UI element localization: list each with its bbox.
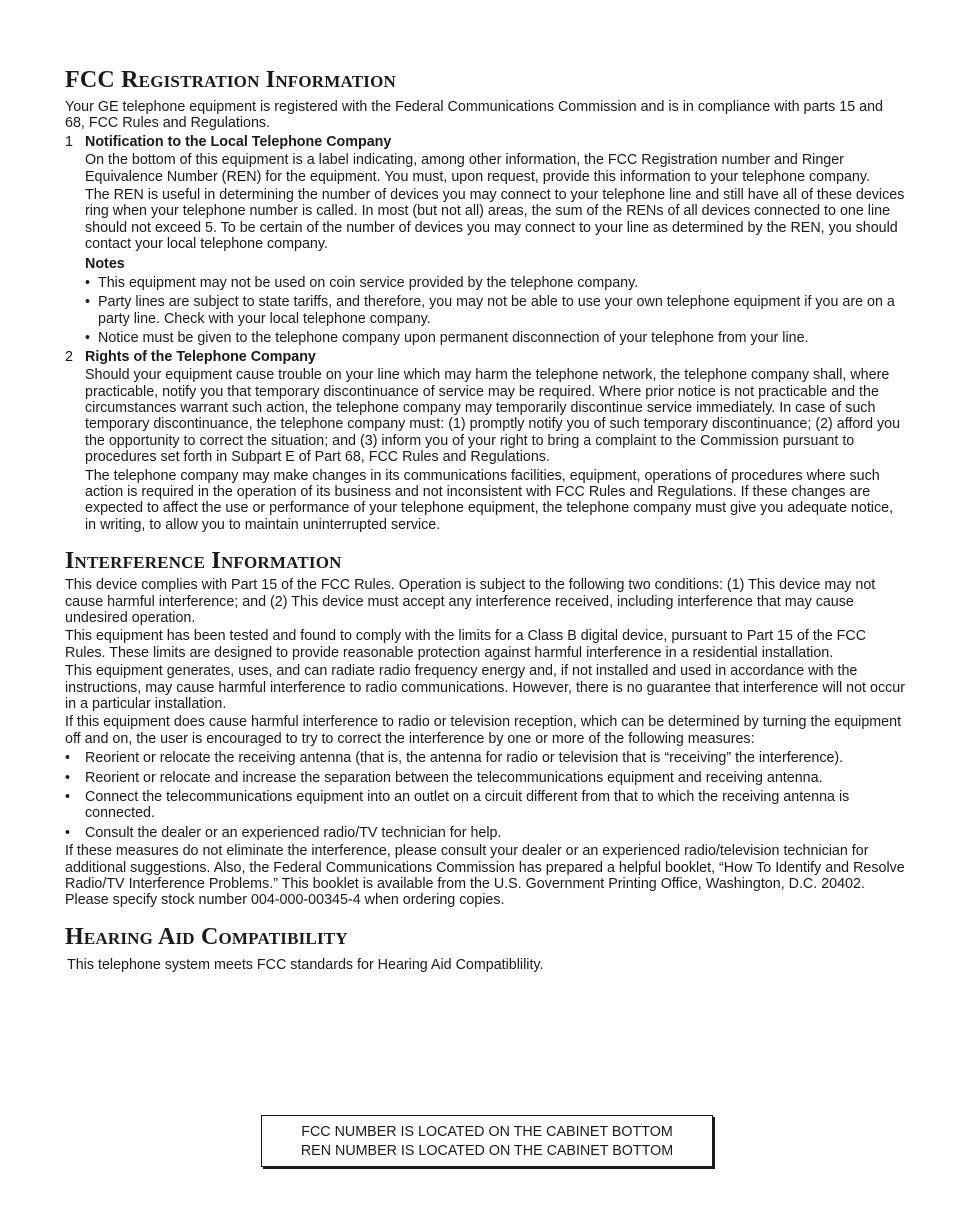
measure-text: Reorient or relocate the receiving antenna (that is, the antenna for radio or television that is “receiving” the interference). bbox=[85, 750, 844, 767]
numbered-item-rights bbox=[65, 349, 905, 533]
notes-heading: Notes bbox=[85, 255, 125, 272]
list-item bbox=[65, 770, 905, 786]
measures-list bbox=[65, 750, 905, 841]
measure-text: Reorient or relocate and increase the separation between the telecommunications equipment and receiving antenna. bbox=[85, 769, 823, 786]
fcc-ren-label-box bbox=[261, 1115, 713, 1167]
paragraph-part15: This device complies with Part 15 of the FCC Rules. Operation is subject to the following two conditions: (1) This device may not cause harmful interference; and (2) This device must accept any interference received, including interference that may cause undesired operation. bbox=[65, 577, 876, 626]
numbered-item-notification bbox=[65, 134, 905, 347]
bullet-icon: • bbox=[65, 750, 71, 767]
bullet-icon: • bbox=[65, 824, 71, 841]
item-heading-notification: Notification to the Local Telephone Company bbox=[85, 133, 392, 150]
interference-section bbox=[65, 547, 905, 909]
bullet-icon: • bbox=[85, 294, 91, 311]
paragraph-measures-intro: If this equipment does cause harmful interference to radio or television reception, which can be determined by turning the equipment off and on, the user is encouraged to try to correct the interference by one or more of the following measures: bbox=[65, 714, 902, 747]
item-heading-rights: Rights of the Telephone Company bbox=[85, 348, 316, 365]
measure-text: Consult the dealer or an experienced radio/TV technician for help. bbox=[85, 824, 502, 841]
paragraph-trouble-notice: Should your equipment cause trouble on your line which may harm the telephone network, the telephone company shall, where practicable, notify you that temporary discontinuance of service may be required. Where prior notice is not practicable and the circumstances warrant such action, the telephone company may temporarily discontinue service immediately. In case of such temporary discontinuance, the telephone company must: (1) promptly notify you of such temporary discontinuance; (2) afford you the opportunity to correct the situation; and (3) inform you of your right to bring a complaint to the Commission pursuant to procedures set forth in Subpart E of Part 68, FCC Rules and Regulations. bbox=[85, 367, 901, 466]
section-title-fcc-registration: FCC Registration Information bbox=[65, 67, 396, 93]
note-text: This equipment may not be used on coin service provided by the telephone company. bbox=[98, 275, 639, 292]
list-item bbox=[85, 294, 905, 327]
paragraph-radio-energy: This equipment generates, uses, and can radiate radio frequency energy and, if not installed and used in accordance with the instructions, may cause harmful interference to radio communications. However, there is no guarantee that interference will not occur in a particular installation. bbox=[65, 663, 905, 712]
list-item bbox=[85, 275, 905, 291]
item-number: 2 bbox=[65, 348, 73, 365]
hearing-aid-text: This telephone system meets FCC standards for Hearing Aid Compatiblility. bbox=[67, 956, 544, 973]
paragraph-closing: If these measures do not eliminate the interference, please consult your dealer or an experienced radio/television technician for additional suggestions. Also, the Federal Communications Commission has prepared a helpful booklet, “How To Identify and Resolve Radio/TV Interference Problems.” This booklet is available from the U.S. Government Printing Office, Washington, D.C. 20402. Please specify stock number 004-000-00345-4 when ordering copies. bbox=[65, 843, 905, 909]
bullet-icon: • bbox=[85, 275, 91, 292]
item-number: 1 bbox=[65, 133, 73, 150]
hearing-aid-section bbox=[65, 923, 905, 973]
label-line-fcc: FCC NUMBER IS LOCATED ON THE CABINET BOTTOM bbox=[301, 1124, 673, 1140]
list-item bbox=[65, 789, 905, 822]
label-line-ren: REN NUMBER IS LOCATED ON THE CABINET BOTTOM bbox=[300, 1143, 674, 1159]
list-item bbox=[85, 330, 905, 346]
section-title-interference: Interference Information bbox=[65, 548, 342, 575]
paragraph-facility-changes: The telephone company may make changes in its communications facilities, equipment, operations of procedures where such action is required in the operation of its business and not inconsistent with FCC Rules and Regulations. If these changes are expected to affect the use or performance of your telephone equipment, the telephone company must give you adequate notice, in writing, to allow you to maintain uninterrupted service. bbox=[85, 467, 894, 533]
note-text: Notice must be given to the telephone company upon permanent disconnection of your telephone from your line. bbox=[98, 330, 809, 347]
note-text: Party lines are subject to state tariffs, and therefore, you may not be able to use your own telephone equipment if you are on a party line. Check with your local telephone company. bbox=[98, 294, 895, 327]
section-title-hearing-aid: Hearing Aid Compatibility bbox=[65, 923, 348, 950]
paragraph-ren-info: The REN is useful in determining the number of devices you may connect to your telephone line and still have all of these devices ring when your telephone number is called. In most (but not all) areas, the sum of the RENs of all devices connected to one line should not exceed 5. To be certain of the number of devices you may connect to your line as determined by the REN, you should contact your local telephone company. bbox=[85, 187, 905, 253]
list-item bbox=[65, 825, 905, 841]
fcc-registration-section bbox=[65, 66, 905, 533]
bullet-icon: • bbox=[65, 789, 71, 806]
fcc-intro-text: Your GE telephone equipment is registered with the Federal Communications Commission and is in compliance with parts 15 and 68, FCC Rules and Regulations. bbox=[65, 99, 883, 132]
list-item bbox=[65, 750, 905, 766]
bullet-icon: • bbox=[65, 769, 71, 786]
notes-list bbox=[85, 275, 905, 347]
paragraph-class-b: This equipment has been tested and found to comply with the limits for a Class B digital device, pursuant to Part 15 of the FCC Rules. These limits are designed to provide reasonable protection against harmful interference in a residential installation. bbox=[65, 628, 867, 661]
document-page bbox=[65, 66, 905, 973]
bullet-icon: • bbox=[85, 330, 91, 347]
paragraph-label-info: On the bottom of this equipment is a label indicating, among other information, the FCC Registration number and Ringer Equivalence Number (REN) for the equipment. You must, upon request, provide this information to your telephone company. bbox=[85, 152, 870, 185]
measure-text: Connect the telecommunications equipment into an outlet on a circuit different from that to which the receiving antenna is connected. bbox=[85, 789, 850, 822]
